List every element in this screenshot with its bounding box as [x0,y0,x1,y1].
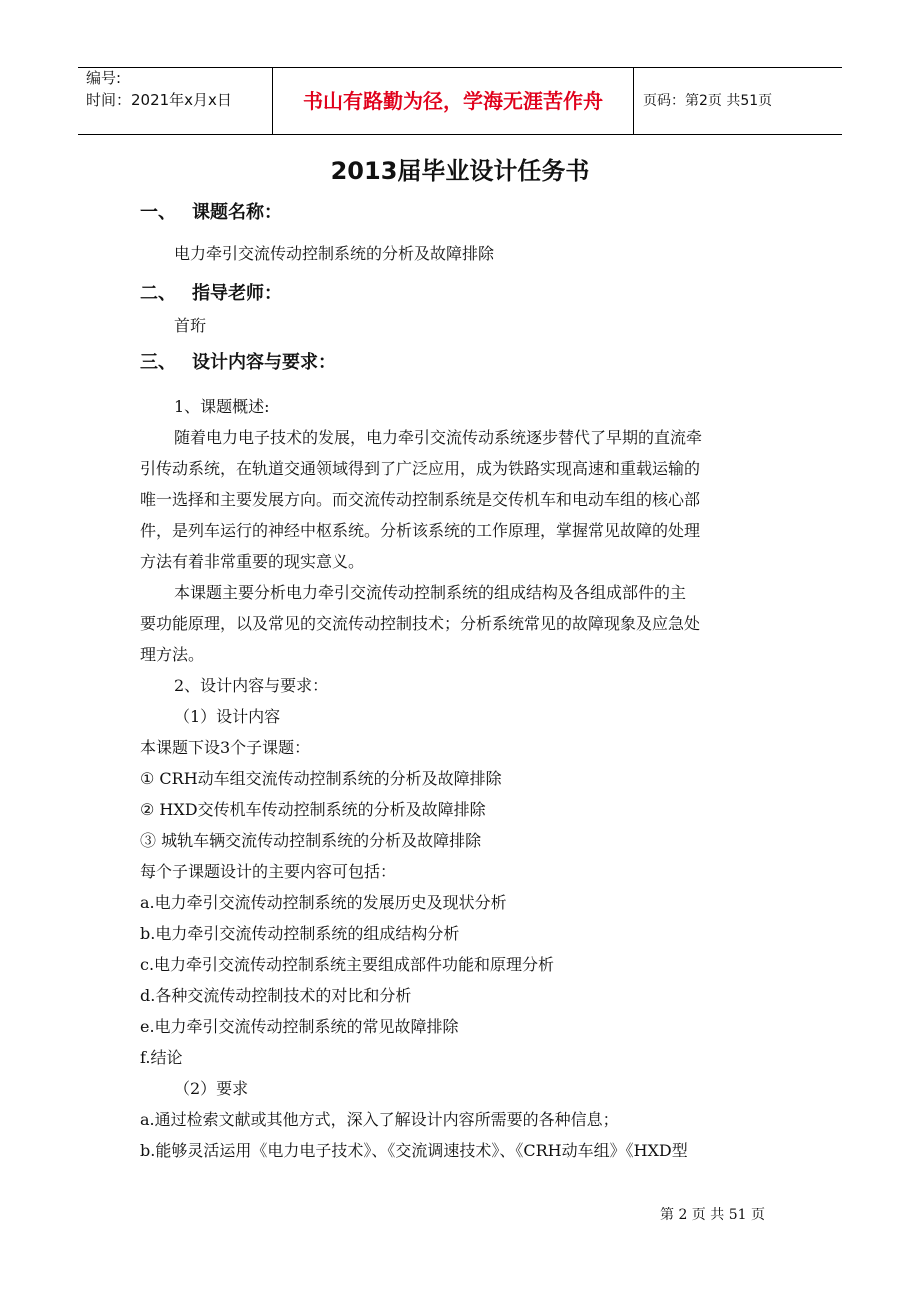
list-item: e.电力牵引交流传动控制系统的常见故障排除 [140,1017,459,1036]
body-line: 方法有着非常重要的现实意义。 [140,552,365,571]
list-item: a.电力牵引交流传动控制系统的发展历史及现状分析 [140,893,507,912]
body-line: 件，是列车运行的神经中枢系统。分析该系统的工作原理，掌握常见故障的处理 [140,521,701,540]
header-divider [633,67,634,135]
section-number: 三、 [140,352,176,373]
body-line: 本课题主要分析电力牵引交流传动控制系统的组成结构及各组成部件的主 [174,583,687,602]
list-item: ③ 城轨车辆交流传动控制系统的分析及故障排除 [140,831,482,850]
list-item: d.各种交流传动控制技术的对比和分析 [140,986,412,1005]
body-line: （2）要求 [174,1079,249,1098]
body-line: 要功能原理，以及常见的交流传动控制技术；分析系统常见的故障现象及应急处 [140,614,701,633]
body-line: 唯一选择和主要发展方向。而交流传动控制系统是交传机车和电动车组的核心部 [140,490,701,509]
page-footer: 第 2 页 共 51 页 [660,1207,765,1223]
serial-label: 编号: [86,69,122,87]
section-heading [140,198,282,228]
list-item: b.电力牵引交流传动控制系统的组成结构分析 [140,924,460,943]
body-line: 本课题下设3个子课题： [140,738,311,757]
body-line: 随着电力电子技术的发展，电力牵引交流传动系统逐步替代了早期的直流牵 [174,428,703,447]
header-page-info: 页码：第2页 共51页 [643,93,773,109]
body-line: （1）设计内容 [174,707,281,726]
body-line: 理方法。 [140,645,205,664]
list-item: c.电力牵引交流传动控制系统主要组成部件功能和原理分析 [140,955,555,974]
topic-name: 电力牵引交流传动控制系统的分析及故障排除 [174,244,495,263]
body-line: 1、课题概述: [174,397,270,416]
header-motto: 书山有路勤为径，学海无涯苦作舟 [303,89,603,113]
section-number: 一、 [140,202,176,223]
body-line: 每个子课题设计的主要内容可包括： [140,862,397,881]
list-item: f.结论 [140,1048,183,1067]
section-number: 二、 [140,283,176,304]
header-left [86,67,232,111]
list-item: ② HXD交传机车传动控制系统的分析及故障排除 [140,800,486,819]
section-title: 课题名称： [192,202,282,223]
list-item: ① CRH动车组交流传动控制系统的分析及故障排除 [140,769,502,788]
section-title: 指导老师： [192,283,282,304]
body-line: 2、设计内容与要求： [174,676,329,695]
advisor-name: 首珩 [174,316,207,335]
time-label: 时间：2021年x月x日 [86,91,232,109]
section-title: 设计内容与要求： [192,352,336,373]
list-item: b.能够灵活运用《电力电子技术》、《交流调速技术》、《CRH动车组》《HXD型 [140,1141,688,1160]
list-item: a.通过检索文献或其他方式，深入了解设计内容所需要的各种信息； [140,1110,619,1129]
document-title: 2013届毕业设计任务书 [330,157,590,185]
body-line: 引传动系统，在轨道交通领域得到了广泛应用，成为铁路实现高速和重载运输的 [140,459,701,478]
section-heading [140,348,336,378]
section-heading [140,279,282,309]
header-bottom-rule [78,134,842,135]
